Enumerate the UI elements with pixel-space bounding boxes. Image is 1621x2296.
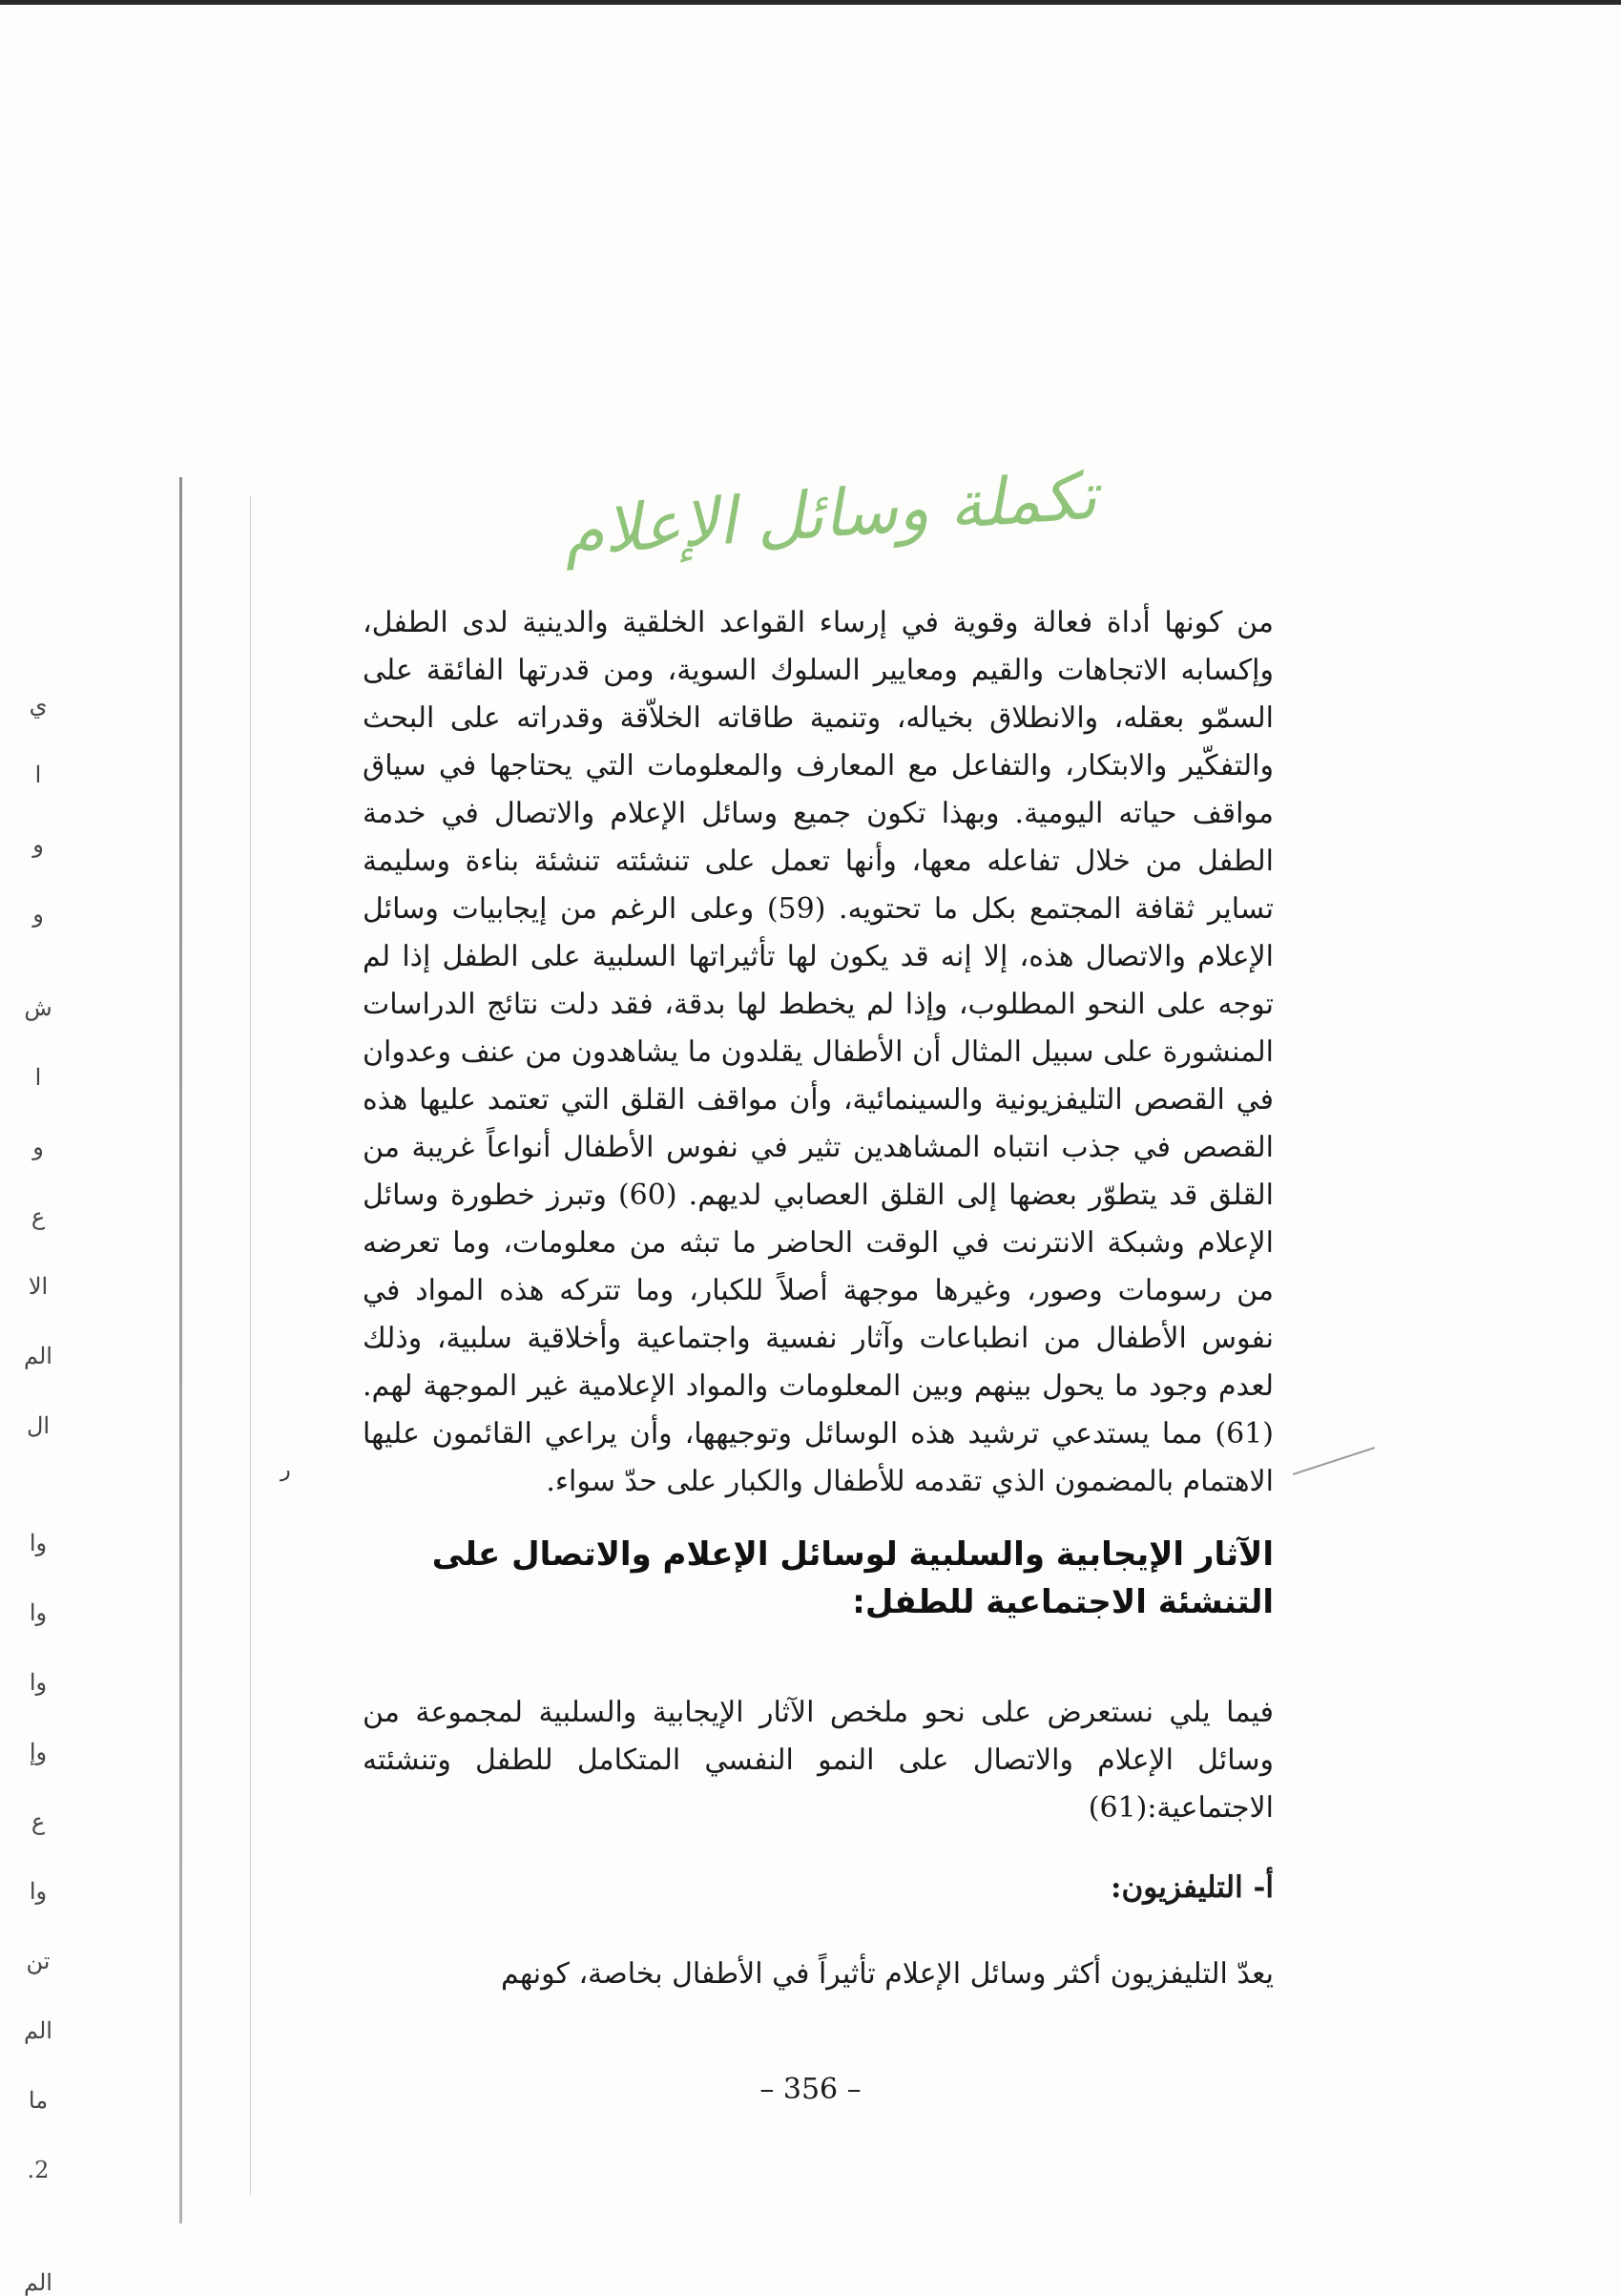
margin-fragment: ي xyxy=(29,692,48,719)
margin-fragment: وإ xyxy=(29,1739,48,1765)
margin-fragment: ع xyxy=(31,1808,46,1835)
margin-fragment: وا xyxy=(29,1530,48,1556)
facing-page-fragments xyxy=(0,649,76,2296)
margin-fragment: الا xyxy=(28,1273,49,1300)
stray-mark: ر xyxy=(281,1458,291,1482)
intro-paragraph: فيما يلي نستعرض على نحو ملخص الآثار الإيجابية والسلبية لمجموعة من وسائل الإعلام والاتصال على النمو النفسي المتكامل للطفل وتنشئته الاجتماعية:(61) xyxy=(363,1696,1274,1825)
margin-fragment: تن xyxy=(26,1948,51,1974)
subsection-heading: أ- التليفزيون: xyxy=(1111,1870,1274,1905)
margin-fragment: ال xyxy=(26,1412,51,1439)
margin-fragment: ا xyxy=(34,762,42,788)
section-heading: الآثار الإيجابية والسلبية لوسائل الإعلام والاتصال على التنشئة الاجتماعية للطفل: xyxy=(431,1535,1274,1621)
margin-fragment: و xyxy=(32,901,44,928)
margin-fragment: و xyxy=(32,1134,44,1160)
binding-line xyxy=(250,496,251,2195)
pen-stroke xyxy=(1293,1447,1375,1475)
margin-fragment: وا xyxy=(29,1878,48,1905)
handwritten-note: تكملة وسائل الإعلام xyxy=(560,458,1100,572)
book-spine-shadow xyxy=(179,477,182,2223)
margin-fragment: وا xyxy=(29,1599,48,1626)
page-number: – 356 – xyxy=(759,2073,862,2106)
margin-fragment: الم xyxy=(24,1343,52,1369)
margin-fragment: ا xyxy=(34,1064,42,1091)
margin-fragment: 2. xyxy=(27,2157,50,2183)
body-paragraph: من كونها أداة فعالة وقوية في إرساء القواعد الخلقية والدينية لدى الطفل، وإكسابه الاتجاهات والقيم ومعايير السلوك السوية، ومن قدرتها الفائقة على السمّو بعقله، والانطلاق بخياله، وتنمية طاقاته الخلاّقة وقدراته على البحث والتفكّير والابتكار، والتفاعل مع المعارف والمعلومات التي يحتاجها في سياق مواقف حياته اليومية. وبهذا تكون جميع وسائل الإعلام والاتصال في خدمة الطفل من خلال تفاعله معها، وأنها تعمل على تنشئته تنشئة بناءة وسليمة تساير ثقافة المجتمع بكل ما تحتويه. (59) وعلى الرغم من إيجابيات وسائل الإعلام والاتصال هذه، إلا إنه قد يكون لها تأثيراتها السلبية على الطفل إذا لم توجه على النحو المطلوب، وإذا لم يخطط لها بدقة، فقد دلت نتائج الدراسات المنشورة على سبيل المثال أن الأطفال يقلدون ما يشاهدون من عنف وعدوان في القصص التليفزيونية والسينمائية، وأن مواقف القلق التي تعتمد عليها هذه القصص في جذب انتباه المشاهدين تثير في نفوس الأطفال أنواعاً غريبة من القلق قد يتطوّر بعضها إلى القلق العصابي لديهم. (60) وتبرز خطورة وسائل الإعلام وشبكة الانترنت في الوقت الحاضر ما تبثه من معلومات، وما تعرضه من رسومات وصور، وغيرها موجهة أصلاً للكبار، وما تتركه هذه المواد في نفوس الأطفال من انطباعات وآثار نفسية واجتماعية وأخلاقية سلبية، وذلك لعدم وجود ما يحول بينهم وبين المعلومات والمواد الإعلامية غير الموجهة لهم. (61) مما يستدعي ترشيد هذه الوسائل وتوجيهها، وأن يراعي القائمون عليها الاهتمام بالمضمون الذي تقدمه للأطفال والكبار على حدّ سواء. xyxy=(363,606,1275,1498)
margin-fragment: ع xyxy=(31,1203,46,1230)
page-body xyxy=(363,599,1274,1998)
scan-top-edge xyxy=(0,0,1621,5)
margin-fragment: الم xyxy=(24,2017,52,2044)
margin-fragment: وا xyxy=(29,1669,48,1696)
tv-paragraph: يعدّ التليفزيون أكثر وسائل الإعلام تأثيراً في الأطفال بخاصة، كونهم xyxy=(501,1957,1274,1991)
margin-fragment: ش xyxy=(24,994,52,1021)
margin-fragment: الم xyxy=(24,2269,52,2296)
margin-fragment: و xyxy=(32,831,44,858)
margin-fragment: ما xyxy=(28,2087,49,2114)
